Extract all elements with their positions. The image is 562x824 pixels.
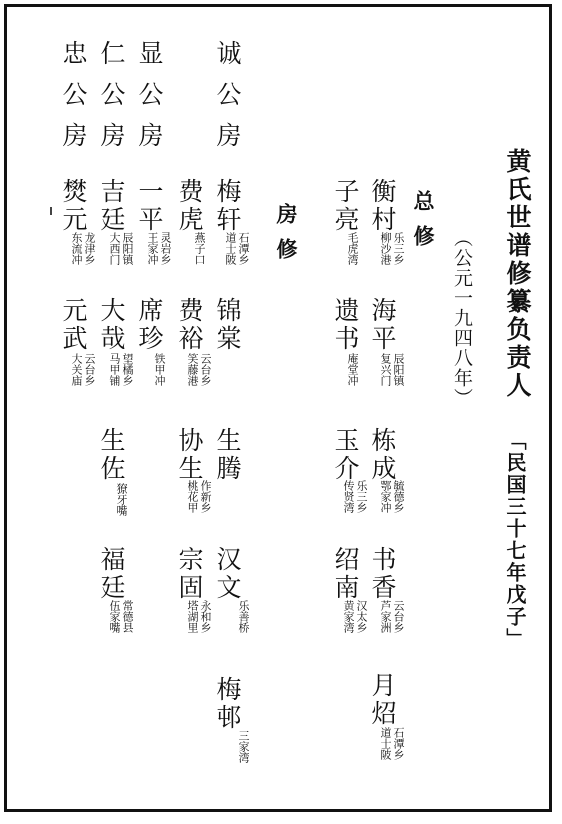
place: 獠牙嘴 (115, 483, 128, 516)
person-name: 子亮 (331, 178, 360, 234)
place: 望橘乡 (121, 353, 134, 386)
branch-cheng: 诚公房 (213, 40, 242, 163)
place: 芦家洲 (379, 600, 392, 633)
place: 燕子口 (193, 232, 206, 265)
place: 铁甲冲 (153, 353, 166, 386)
place: 永和乡 (199, 600, 212, 633)
place: 云台乡 (392, 600, 405, 633)
place: 辰阳镇 (392, 353, 405, 386)
place: 东流冲 (70, 232, 83, 265)
person-name: 衡村 (368, 178, 397, 234)
place: 传贤湾 (342, 480, 355, 513)
place: 灵岩乡 (159, 232, 172, 265)
person-name: 遗书 (331, 297, 360, 353)
place: 复兴门 (379, 353, 392, 386)
place: 道士陂 (379, 727, 392, 760)
place: 王家冲 (146, 232, 159, 265)
person-name: 梅邨 (213, 676, 242, 732)
place: 三家湾 (237, 730, 250, 763)
person-name: 大哉 (97, 297, 126, 353)
place: 黄家湾 (342, 600, 355, 633)
place: 大西门 (108, 232, 121, 265)
place: 道士陂 (224, 232, 237, 265)
place: 伍家嘴 (108, 600, 121, 633)
place: 鄂家冲 (379, 480, 392, 513)
person-name: 吉廷 (97, 178, 126, 234)
person-name: 元武 (59, 297, 88, 353)
place: 桃花甲 (186, 480, 199, 513)
place: 笑藤港 (186, 353, 199, 386)
place: 石潭乡 (237, 232, 250, 265)
person-name: 生腾 (213, 427, 242, 483)
person-name: 一平 (135, 178, 164, 234)
place: 塔湖里 (186, 600, 199, 633)
person-name: 玉介 (331, 427, 360, 483)
ce-year: （公元一九四八年） (451, 228, 473, 408)
person-name: 栋成 (368, 427, 397, 483)
place: 作新乡 (199, 480, 212, 513)
branch-ren: 仁公房 (97, 40, 126, 163)
branch-xian: 显公房 (135, 40, 164, 163)
person-name: 福廷 (97, 546, 126, 602)
person-name: 席珍 (135, 297, 164, 353)
person-name: 锦棠 (213, 297, 242, 353)
place: 马甲铺 (108, 353, 121, 386)
place: 乐三乡 (392, 232, 405, 265)
place: 汉太乡 (355, 600, 368, 633)
place: 庵堂冲 (346, 353, 359, 386)
person-name: 费裕 (175, 297, 204, 353)
branch-zhong: 忠公房 (59, 40, 88, 163)
place: 乐三乡 (355, 480, 368, 513)
place: 辰阳镇 (121, 232, 134, 265)
person-name: 绍南 (331, 546, 360, 602)
place: 乐善桥 (237, 600, 250, 633)
person-name: 协生 (175, 427, 204, 483)
place: 云台乡 (83, 353, 96, 386)
place: 龙津乡 (83, 232, 96, 265)
stray-mark (50, 207, 52, 215)
section-general-heading: 总修 (411, 190, 436, 260)
person-name: 费虎 (175, 178, 204, 234)
person-name: 燓元 (59, 178, 88, 234)
person-name: 汉文 (213, 546, 242, 602)
person-name: 宗固 (175, 546, 204, 602)
place: 毛虎湾 (346, 232, 359, 265)
place: 毓德乡 (392, 480, 405, 513)
person-name: 梅轩 (213, 178, 242, 234)
document-title: 黄氏世谱修纂负责人 (503, 148, 532, 400)
place: 石潭乡 (392, 727, 405, 760)
era-year: 「民国三十七年戊子」 (503, 430, 527, 650)
place: 大关庙 (70, 353, 83, 386)
place: 云台乡 (199, 353, 212, 386)
person-name: 月炤 (368, 672, 397, 728)
person-name: 书香 (368, 546, 397, 602)
person-name: 生佐 (97, 427, 126, 483)
place: 常德县 (121, 600, 134, 633)
section-branch-heading: 房修 (274, 203, 299, 273)
person-name: 海平 (368, 297, 397, 353)
place: 柳沙港 (379, 232, 392, 265)
